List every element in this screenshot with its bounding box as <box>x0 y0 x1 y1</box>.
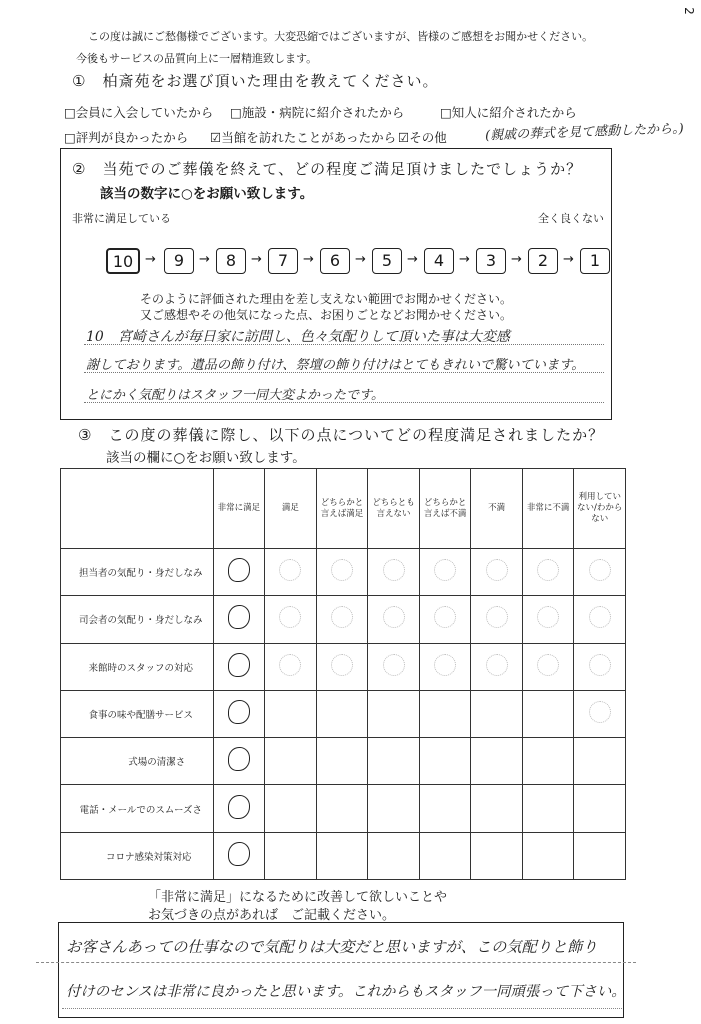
col-somewhat-dissatisfied: どちらかと言えば不満 <box>419 469 471 549</box>
scale-7[interactable]: 7 <box>268 248 298 274</box>
writing-line <box>62 1008 622 1009</box>
scale-6[interactable]: 6 <box>320 248 350 274</box>
cell[interactable] <box>419 549 471 596</box>
q2-reason-line-1: そのように評価された理由を差し支えない範囲でお聞かせください。 <box>140 292 513 306</box>
cell[interactable] <box>265 832 317 879</box>
circle-mark-icon <box>228 605 250 629</box>
cell[interactable] <box>265 596 317 643</box>
dotted-circle-icon <box>589 701 611 723</box>
cell[interactable] <box>368 549 420 596</box>
scale-arrow: → <box>199 252 210 267</box>
row-label: 食事の味や配膳サービス <box>61 690 214 737</box>
q2-left-label: 非常に満足している <box>72 212 171 225</box>
cell[interactable] <box>316 690 368 737</box>
scale-10[interactable]: 10 <box>106 248 140 274</box>
cell[interactable] <box>368 832 420 879</box>
cell-selected[interactable] <box>213 596 265 643</box>
cell[interactable] <box>522 643 574 690</box>
circle-mark-icon <box>228 842 250 866</box>
cell[interactable] <box>471 549 523 596</box>
cell[interactable] <box>368 738 420 785</box>
cell[interactable] <box>419 690 471 737</box>
q2-title: ② 当苑でのご葬儀を終えて、どの程度ご満足頂けましたでしょうか？ <box>72 160 583 178</box>
scale-arrow: → <box>407 252 418 267</box>
table-row <box>61 643 626 690</box>
dotted-circle-icon <box>434 654 456 676</box>
cell[interactable] <box>316 738 368 785</box>
cell[interactable] <box>522 738 574 785</box>
dotted-circle-icon <box>434 559 456 581</box>
circle-mark-icon <box>228 795 250 819</box>
q4-handwritten-line-2: 付けのセンスは非常に良かったと思います。これからもスタッフ一同頑張って下さい。 <box>66 984 626 1000</box>
dotted-circle-icon <box>331 559 353 581</box>
scale-2[interactable]: 2 <box>528 248 558 274</box>
satisfaction-table <box>60 468 626 880</box>
intro-line-2: 今後もサービスの品質向上に一層精進致します。 <box>76 52 318 65</box>
dotted-circle-icon <box>537 654 559 676</box>
cell[interactable] <box>574 832 626 879</box>
q1-option-referral-facility[interactable]: □施設・病院に紹介されたから <box>230 105 405 120</box>
cell[interactable] <box>574 643 626 690</box>
page-number: 2 <box>682 7 697 15</box>
q2-instruction: 該当の数字に○をお願い致します。 <box>100 186 314 202</box>
cell[interactable] <box>574 549 626 596</box>
scale-arrow: → <box>355 252 366 267</box>
dotted-circle-icon <box>279 654 301 676</box>
cell-selected[interactable] <box>213 785 265 832</box>
scale-arrow: → <box>145 252 156 267</box>
cell[interactable] <box>419 832 471 879</box>
q1-option-visited[interactable]: ☑当館を訪れたことがあったから <box>210 130 397 145</box>
dotted-circle-icon <box>589 559 611 581</box>
dotted-circle-icon <box>434 606 456 628</box>
q1-option-referral-friend[interactable]: □知人に紹介されたから <box>440 105 577 120</box>
dotted-circle-icon <box>383 559 405 581</box>
cell-selected[interactable] <box>213 690 265 737</box>
table-corner <box>61 469 214 549</box>
scale-arrow: → <box>563 252 574 267</box>
cell[interactable] <box>471 832 523 879</box>
q3-title: ③ この度の葬儀に際し、以下の点についてどの程度満足されましたか？ <box>78 426 605 444</box>
col-very-satisfied: 非常に満足 <box>213 469 265 549</box>
q2-reason-line-2: 又ご感想やその他気になった点、お困りごとなどお聞かせください。 <box>140 308 513 322</box>
col-satisfied: 満足 <box>265 469 317 549</box>
cell[interactable] <box>316 643 368 690</box>
circle-mark-icon <box>228 700 250 724</box>
circle-mark-icon <box>228 558 250 582</box>
table-row <box>61 785 626 832</box>
scale-3[interactable]: 3 <box>476 248 506 274</box>
cell[interactable] <box>368 596 420 643</box>
cell[interactable] <box>522 549 574 596</box>
dotted-circle-icon <box>331 606 353 628</box>
cell[interactable] <box>419 643 471 690</box>
row-label: 担当者の気配り・身だしなみ <box>61 549 214 596</box>
cell[interactable] <box>265 738 317 785</box>
q2-handwritten-line-1: 10 宮崎さんが毎日家に訪問し、色々気配りして頂いた事は大変感 <box>86 329 510 345</box>
cell[interactable] <box>471 738 523 785</box>
cell[interactable] <box>522 596 574 643</box>
q2-handwritten-line-2: 謝しております。遺品の飾り付け、祭壇の飾り付けはとてもきれいで驚いています。 <box>86 358 585 373</box>
scale-8[interactable]: 8 <box>216 248 246 274</box>
table-header-row <box>61 469 626 549</box>
dotted-circle-icon <box>589 606 611 628</box>
q2-handwritten-line-3: とにかく気配りはスタッフ一同大変よかったです。 <box>86 388 384 403</box>
cell[interactable] <box>265 690 317 737</box>
cell[interactable] <box>574 690 626 737</box>
cell[interactable] <box>316 785 368 832</box>
cell-selected[interactable] <box>213 549 265 596</box>
cell[interactable] <box>265 643 317 690</box>
cell[interactable] <box>471 690 523 737</box>
cell[interactable] <box>265 549 317 596</box>
table-row <box>61 832 626 879</box>
cell[interactable] <box>419 785 471 832</box>
cell[interactable] <box>522 832 574 879</box>
dotted-circle-icon <box>486 606 508 628</box>
dotted-circle-icon <box>279 559 301 581</box>
q1-option-other[interactable]: ☑その他 <box>398 130 447 145</box>
cell-selected[interactable] <box>213 832 265 879</box>
cell[interactable] <box>316 832 368 879</box>
scale-1[interactable]: 1 <box>580 248 610 274</box>
q3-instruction: 該当の欄に○をお願い致します。 <box>106 450 306 466</box>
cell[interactable] <box>419 738 471 785</box>
table-row <box>61 738 626 785</box>
cell[interactable] <box>471 643 523 690</box>
dotted-circle-icon <box>486 654 508 676</box>
col-neutral: どちらとも言えない <box>368 469 420 549</box>
table-row <box>61 690 626 737</box>
q1-option-member[interactable]: □会員に入会していたから <box>64 105 214 120</box>
cell[interactable] <box>316 596 368 643</box>
dotted-circle-icon <box>383 654 405 676</box>
row-label: 司会者の気配り・身だしなみ <box>61 596 214 643</box>
dotted-circle-icon <box>279 606 301 628</box>
q1-title: ① 柏斎苑をお選び頂いた理由を教えてください。 <box>72 72 439 90</box>
cell[interactable] <box>419 596 471 643</box>
q2-right-label: 全く良くない <box>538 212 604 225</box>
cell[interactable] <box>368 690 420 737</box>
cell[interactable] <box>522 785 574 832</box>
dotted-circle-icon <box>589 654 611 676</box>
cell[interactable] <box>316 549 368 596</box>
q4-prompt-1: 「非常に満足」になるために改善して欲しいことや <box>148 890 448 905</box>
dotted-circle-icon <box>383 606 405 628</box>
cell[interactable] <box>574 785 626 832</box>
dotted-circle-icon <box>537 559 559 581</box>
row-label: 式場の清潔さ <box>61 738 214 785</box>
dotted-circle-icon <box>537 606 559 628</box>
col-somewhat-satisfied: どちらかと言えば満足 <box>316 469 368 549</box>
cell-selected[interactable] <box>213 738 265 785</box>
circle-mark-icon <box>228 747 250 771</box>
q1-option-reputation[interactable]: □評判が良かったから <box>64 130 189 145</box>
row-label: コロナ感染対策対応 <box>61 832 214 879</box>
writing-line <box>36 962 636 963</box>
cell[interactable] <box>265 785 317 832</box>
table-row <box>61 596 626 643</box>
intro-line-1: この度は誠にご愁傷様でございます。大変恐縮ではございますが、皆様のご感想をお聞かせください。 <box>88 30 594 43</box>
scale-arrow: → <box>251 252 262 267</box>
cell-selected[interactable] <box>213 643 265 690</box>
cell[interactable] <box>574 596 626 643</box>
cell[interactable] <box>522 690 574 737</box>
q4-prompt-2: お気づきの点があれば ご記載ください。 <box>148 908 396 923</box>
cell[interactable] <box>471 596 523 643</box>
scale-4[interactable]: 4 <box>424 248 454 274</box>
circle-mark-icon <box>228 653 250 677</box>
col-very-dissatisfied: 非常に不満 <box>522 469 574 549</box>
scale-arrow: → <box>511 252 522 267</box>
cell[interactable] <box>368 643 420 690</box>
cell[interactable] <box>574 738 626 785</box>
table-row <box>61 549 626 596</box>
scale-arrow: → <box>303 252 314 267</box>
cell[interactable] <box>471 785 523 832</box>
dotted-circle-icon <box>331 654 353 676</box>
scale-5[interactable]: 5 <box>372 248 402 274</box>
row-label: 来館時のスタッフの対応 <box>61 643 214 690</box>
q4-handwritten-line-1: お客さんあっての仕事なので気配りは大変だと思いますが、この気配りと飾り <box>66 938 598 956</box>
col-dissatisfied: 不満 <box>471 469 523 549</box>
scale-9[interactable]: 9 <box>164 248 194 274</box>
q1-other-handwritten: (親戚の葬式を見て感動したから。) <box>484 121 684 144</box>
scale-arrow: → <box>459 252 470 267</box>
col-not-used: 利用していない/わからない <box>574 469 626 549</box>
cell[interactable] <box>368 785 420 832</box>
dotted-circle-icon <box>486 559 508 581</box>
row-label: 電話・メールでのスムーズさ <box>61 785 214 832</box>
